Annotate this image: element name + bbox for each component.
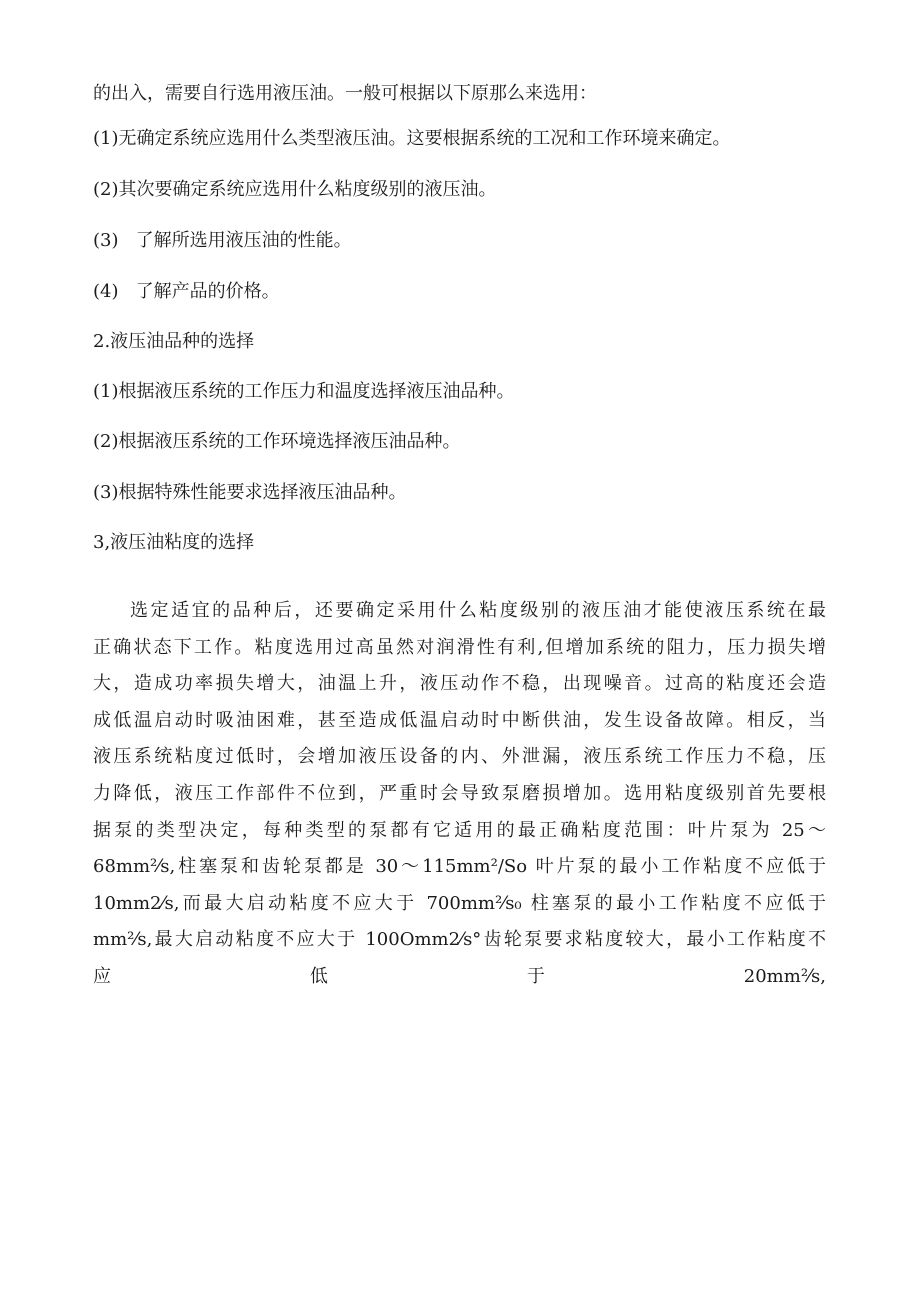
text-line-item-1: (1)无确定系统应选用什么类型液压油。这要根据系统的工况和工作环境来确定。 <box>93 128 731 149</box>
paragraph-line: 力降低，液压工作部件不位到，严重时会导致泵磨损增加。选用粘度级别首先要根 <box>93 782 826 804</box>
paragraph-line: mm²⁄s,最大启动粘度不应大于 100Omm2⁄s°齿轮泵要求粘度较大，最小工作粘度不 <box>93 929 826 951</box>
body-paragraph <box>93 593 826 996</box>
section-heading-2: 2.液压油品种的选择 <box>93 331 255 352</box>
paragraph-line: 68mm²⁄s,柱塞泵和齿轮泵都是 30～115mm²/So 叶片泵的最小工作粘度不应低于 <box>93 856 826 878</box>
paragraph-line: 据泵的类型决定，每种类型的泵都有它适用的最正确粘度范围：叶片泵为 25～ <box>93 819 826 841</box>
text-line-item-2: (2)其次要确定系统应选用什么粘度级别的液压油。 <box>93 179 497 200</box>
paragraph-line: 选定适宜的品种后，还要确定采用什么粘度级别的液压油才能使液压系统在最 <box>130 600 826 621</box>
paragraph-line: 应 低 于 20mm²⁄s, <box>93 965 826 987</box>
text-line-2-1: (1)根据液压系统的工作压力和温度选择液压油品种。 <box>93 381 515 402</box>
text-line-2-2: (2)根据液压系统的工作环境选择液压油品种。 <box>93 431 461 452</box>
text-line-intro: 的出入，需要自行选用液压油。一般可根据以下原那么来选用： <box>93 83 597 104</box>
section-heading-3: 3,液压油粘度的选择 <box>93 532 255 553</box>
paragraph-line: 正确状态下工作。粘度选用过高虽然对润滑性有利,但增加系统的阻力，压力损失增 <box>93 636 826 658</box>
text-line-2-3: (3)根据特殊性能要求选择液压油品种。 <box>93 482 407 503</box>
paragraph-line: 10mm2⁄s,而最大启动粘度不应大于 700mm²⁄s₀ 柱塞泵的最小工作粘度不应低于 <box>93 892 826 914</box>
paragraph-line: 大，造成功率损失增大，油温上升，液压动作不稳，出现噪音。过高的粘度还会造 <box>93 673 826 695</box>
text-line-item-4: (4) 了解产品的价格。 <box>93 281 280 302</box>
paragraph-line: 液压系统粘度过低时，会增加液压设备的内、外泄漏，液压系统工作压力不稳，压 <box>93 746 826 768</box>
paragraph-line: 成低温启动时吸油困难，甚至造成低温启动时中断供油，发生设备故障。相反，当 <box>93 709 826 731</box>
text-line-item-3: (3) 了解所选用液压油的性能。 <box>93 230 352 251</box>
